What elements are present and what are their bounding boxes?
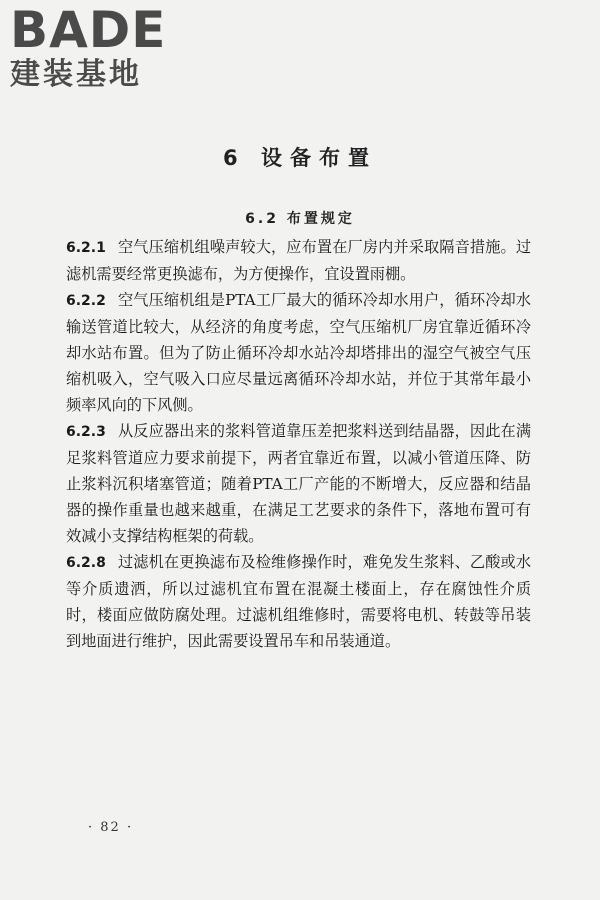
clause-text: 从反应器出来的浆料管道靠压差把浆料送到结晶器，因此在满足浆料管道应力要求前提下，两者宜靠近布置，以减小管道压降、防止浆料沉积堵塞管道；随着PTA工厂产能的不断增大，反应器和结晶器的操作重量也越来越重，在满足工艺要求的条件下，落地布置可有效减小支撑结构框架的荷载。 [66, 422, 531, 545]
watermark-brand: BADE [10, 1, 167, 59]
clause-number: 6.2.8 [66, 555, 106, 571]
clause-text: 空气压缩机组噪声较大，应布置在厂房内并采取隔音措施。过滤机需要经常更换滤布，为方便操作，宜设置雨棚。 [66, 238, 531, 283]
clause-6-2-8 [66, 549, 531, 654]
clause-text: 过滤机在更换滤布及检维修操作时，难免发生浆料、乙酸或水等介质遗洒，所以过滤机宜布置在混凝土楼面上，存在腐蚀性介质时，楼面应做防腐处理。过滤机组维修时，需要将电机、转鼓等吊装到地面进行维护，因此需要设置吊车和吊装通道。 [66, 553, 531, 650]
clause-6-2-3 [66, 418, 531, 549]
watermark-logo [10, 1, 180, 92]
clause-number: 6.2.1 [66, 240, 106, 256]
watermark-subtitle: 建装基地 [10, 57, 142, 92]
section-title: 6.2 布置规定 [245, 211, 355, 227]
clause-number: 6.2.2 [66, 293, 106, 309]
clause-6-2-2 [66, 287, 531, 418]
page-number: · 82 · [88, 820, 134, 835]
clause-text: 空气压缩机组是PTA工厂最大的循环冷却水用户，循环冷却水输送管道比较大，从经济的角度考虑，空气压缩机厂房宜靠近循环冷却水站布置。但为了防止循环冷却水站冷却塔排出的湿空气被空气压缩机吸入，空气吸入口应尽量远离循环冷却水站，并位于其常年最小频率风向的下风侧。 [66, 291, 531, 414]
chapter-title: 6 设备布置 [223, 146, 377, 170]
clause-6-2-1 [66, 234, 531, 287]
document-body [66, 234, 531, 654]
clause-number: 6.2.3 [66, 424, 106, 440]
